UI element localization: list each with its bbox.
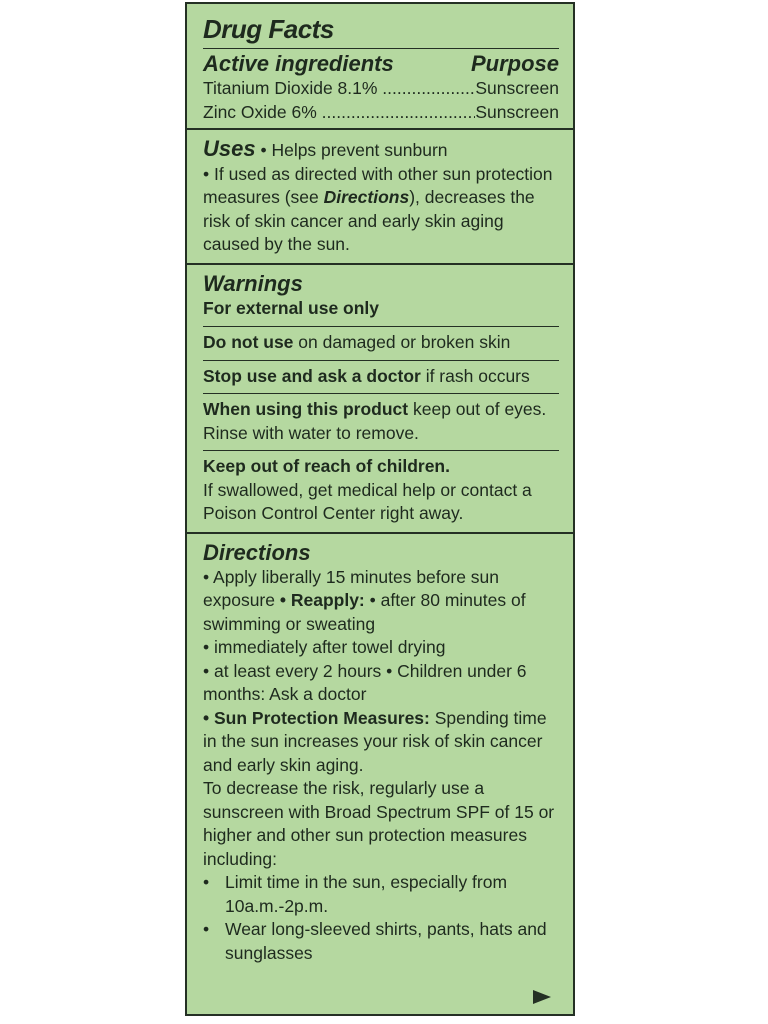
ingredient-row	[203, 77, 559, 101]
bullet-icon: •	[203, 872, 210, 892]
continue-arrow-icon	[533, 990, 551, 1004]
warnings-section	[187, 265, 573, 534]
directions-text-3: • at least every 2 hours • Children under 6 months: Ask a doctor	[203, 660, 527, 704]
directions-text-2: • immediately after towel drying	[203, 637, 446, 657]
external-use-warning: For external use only	[203, 297, 380, 318]
ingredient-purpose: Sunscreen	[475, 78, 559, 98]
list-item: • Limit time in the sun, especially from 10a.m.-2p.m.	[203, 871, 559, 918]
uses-section	[187, 130, 573, 265]
purpose-heading: Purpose	[470, 51, 559, 76]
sun-protection-text: • Sun Protection Measures: Spending time in the sun increases your risk of skin cancer and early skin aging.	[203, 707, 547, 775]
bullet-icon: •	[203, 919, 210, 939]
uses-line-1: • Helps prevent sunburn	[255, 140, 448, 160]
uses-line-2: • If used as directed with other sun protection measures (see Directions), decreases the risk of skin cancer and early skin aging caused by the sun.	[203, 163, 553, 254]
when-using-warning: When using this product keep out of eyes. Rinse with water to remove.	[203, 399, 547, 443]
active-ingredients-section	[187, 4, 573, 130]
ingredient-row	[203, 101, 559, 125]
ingredient-name: Titanium Dioxide 8.1%	[203, 78, 378, 98]
directions-heading: Directions	[203, 539, 311, 565]
decrease-risk-text: To decrease the risk, regularly use a sunscreen with Broad Spectrum SPF of 15 or higher and other sun protection measures including:	[203, 778, 555, 869]
do-not-use-warning: Do not use on damaged or broken skin	[203, 332, 511, 352]
drug-facts-title: Drug Facts	[203, 14, 334, 44]
uses-heading: Uses	[203, 136, 256, 161]
list-item: • Wear long-sleeved shirts, pants, hats and sunglasses	[203, 918, 559, 965]
ingredient-name: Zinc Oxide 6%	[203, 101, 317, 122]
ingredient-purpose: Sunscreen	[475, 101, 559, 122]
directions-reference: Directions	[323, 187, 410, 207]
warnings-heading: Warnings	[203, 270, 303, 296]
stop-use-warning: Stop use and ask a doctor if rash occurs	[203, 365, 530, 386]
drug-facts-panel	[185, 2, 575, 1016]
directions-section	[187, 534, 573, 966]
active-ingredients-heading: Active ingredients	[203, 51, 394, 76]
directions-text-1: • Apply liberally 15 minutes before sun exposure • Reapply: • after 80 minutes of swimming or sweating	[203, 566, 526, 634]
children-warning: Keep out of reach of children. If swallowed, get medical help or contact a Poison Control Center right away.	[203, 456, 532, 523]
